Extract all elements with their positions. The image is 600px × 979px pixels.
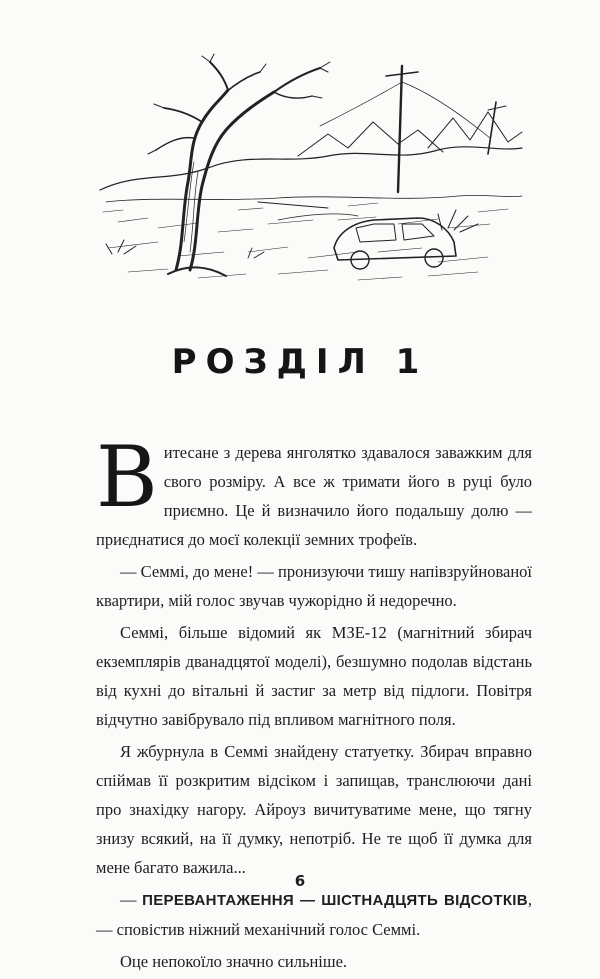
- paragraph-5-text: , — сповістив ніжний механічний голос Семмі.: [96, 890, 533, 939]
- robot-voice-text: ПЕРЕВАНТАЖЕННЯ — ШІСТНАДЦЯТЬ ВІДСОТКІВ: [142, 892, 528, 909]
- page-number: 6: [294, 872, 306, 890]
- paragraph-2: — Семмі, до мене! — пронизуючи тишу напівзруйнованої квартири, мій голос звучав чужорідно й недоречно.: [96, 562, 532, 610]
- paragraph-6: Оце непокоїло значно сильніше.: [120, 952, 348, 971]
- dialogue-dash: —: [120, 890, 143, 909]
- paragraph-1: [96, 428, 532, 554]
- paragraph-3: Семмі, більше відомий як МЗЕ-12 (магнітний збирач екземплярів дванадцятої моделі), безшумно подолав відстань від кухні до вітальні й застиг за метр від підлоги. Повітря відчутно завібрувало під впливом магнітного поля.: [96, 623, 532, 729]
- chapter-title: РОЗДІЛ 1: [171, 342, 429, 382]
- chapter-body: [96, 428, 533, 979]
- paragraph-4: Я жбурнула в Семмі знайдену статуетку. Збирач вправно спіймав її розкритим відсіком і запищав, транслюючи дані про знахідку нагору. Айроуз вичитуватиме мене, що тягну знизу всякий, на її думку, непотріб. Не те щоб її думка для мене багато важила...: [96, 742, 532, 877]
- paragraph-1-text: итесане з дерева янголятко здавалося заважким для свого розміру. А все ж тримати його в руці було приємно. Це й визначило його подальшу долю — приєднатися до моєї колекції земних трофеїв.: [96, 443, 532, 549]
- wasteland-landscape-illustration: [98, 52, 524, 287]
- drop-cap: В: [96, 428, 158, 526]
- paragraph-5: [96, 885, 532, 944]
